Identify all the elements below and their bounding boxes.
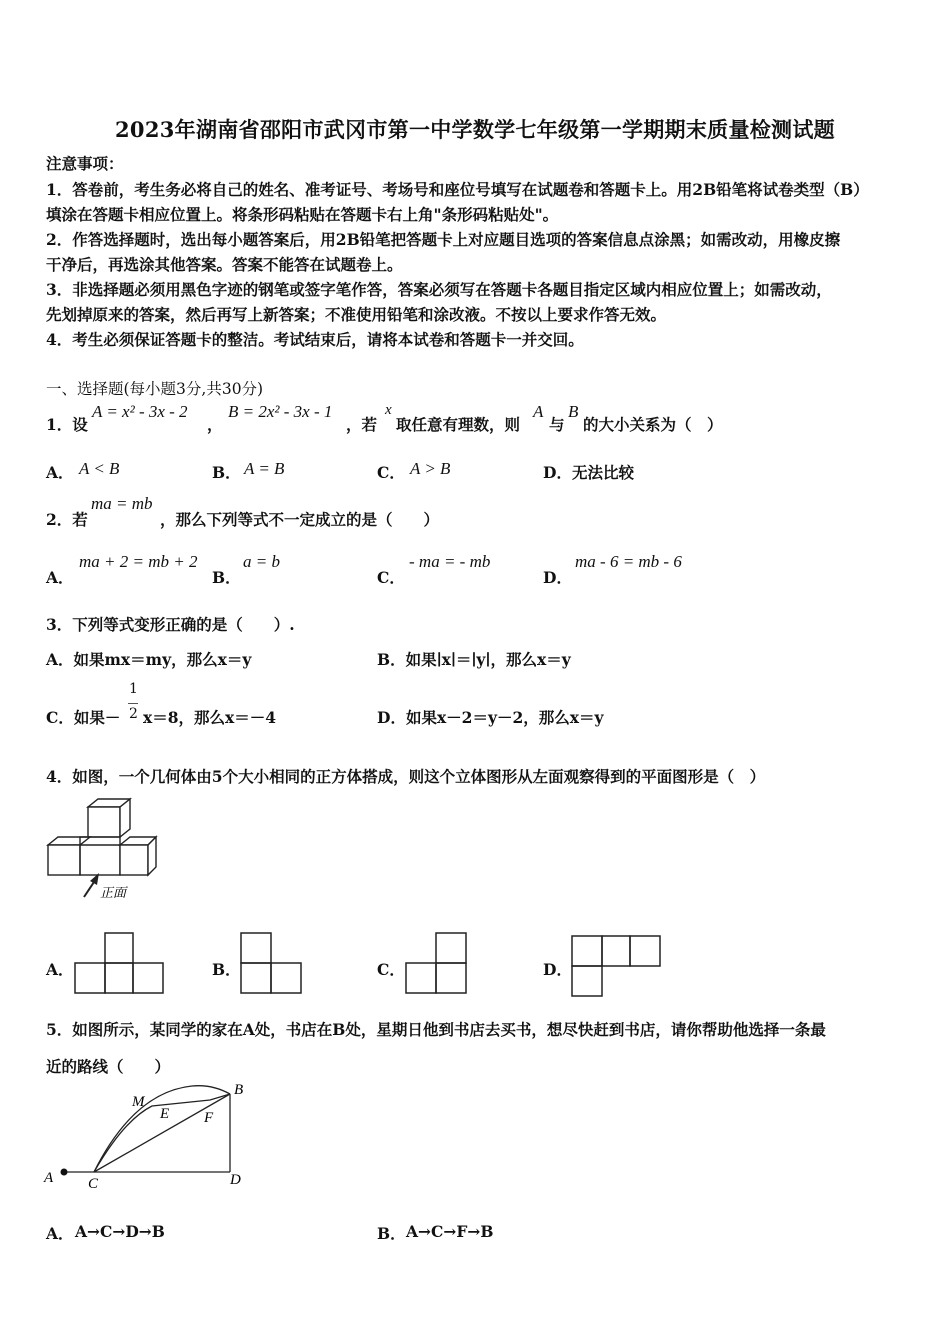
q1-var-x: x (385, 402, 392, 418)
q1-option-b: A = B (244, 459, 285, 478)
q1-comma: ， (207, 415, 223, 434)
q2-prefix: 2．若 (46, 510, 88, 529)
notice-line: 先划掉原来的答案，然后再写上新答案；不准使用铅笔和涂改液。不按以上要求作答无效。 (46, 305, 667, 324)
q1-option-d-label: D． (543, 463, 572, 482)
q3-fraction-numerator: 1 (129, 681, 138, 697)
notice-line: 4．考生必须保证答题卡的整洁。考试结束后，请将本试卷和答题卡一并交回。 (46, 330, 584, 349)
notice-line: 1．答卷前，考生务必将自己的姓名、准考证号、考场号和座位号填写在试题卷和答题卡上。用2B铅笔将试卷类型（B） (46, 180, 869, 199)
q3-option-d: D．如果x－2＝y－2，那么x＝y (377, 708, 604, 727)
q4-option-a-figure (74, 932, 166, 996)
q3-fraction-denominator: 2 (129, 706, 138, 722)
q5-option-a: A→C→D→B (75, 1222, 165, 1241)
q5-option-b: A→C→F→B (406, 1222, 494, 1241)
q3-option-c-suffix: x＝8，那么x＝－4 (143, 708, 277, 727)
q1-option-d: 无法比较 (572, 463, 635, 482)
notice-line: 3．非选择题必须用黑色字迹的钢笔或签字笔作答，答案必须写在答题卡各题目指定区域内相应位置上；如需改动， (46, 280, 832, 299)
q2-option-c-label: C． (377, 568, 405, 587)
q1-var-a: A (533, 402, 544, 421)
q1-text: ，若 (346, 415, 378, 434)
q4-option-a-label: A． (46, 960, 74, 979)
q4-option-d-figure (571, 935, 663, 999)
q5-stem: 5．如图所示，某同学的家在A处，书店在B处，星期日他到书店去买书，想尽快赶到书店，请你帮助他选择一条最 (46, 1020, 826, 1039)
q1-expr-b: B = 2x² - 3x - 1 (228, 402, 333, 421)
point-m-label: M (132, 1094, 145, 1110)
q5-option-b-label: B． (377, 1224, 406, 1243)
section-heading: 一、选择题(每小题3分,共30分) (46, 380, 264, 398)
q3-option-c-prefix: C．如果－ (46, 708, 121, 727)
point-b-label: B (234, 1082, 244, 1098)
point-f-label: F (204, 1110, 214, 1126)
notice-line: 干净后，再选涂其他答案。答案不能答在试题卷上。 (46, 255, 403, 274)
q4-option-d-label: D． (543, 960, 572, 979)
q1-option-c: A > B (410, 459, 451, 478)
q2-option-d-label: D． (543, 568, 572, 587)
page-title: 2023年湖南省邵阳市武冈市第一中学数学七年级第一学期期末质量检测试题 (115, 117, 835, 142)
q2-option-b: a = b (243, 552, 280, 571)
front-label: 正面 (100, 885, 127, 900)
q3-option-b: B．如果∣x∣＝∣y∣，那么x＝y (377, 650, 571, 669)
q4-option-c-label: C． (377, 960, 405, 979)
fraction-bar (128, 703, 138, 704)
notice-heading: 注意事项： (46, 154, 124, 173)
q1-option-a: A < B (79, 459, 120, 478)
q4-stem: 4．如图，一个几何体由5个大小相同的正方体搭成，则这个立体图形从左面观察得到的平面图形是（ ） (46, 767, 766, 786)
q3-stem: 3．下列等式变形正确的是（ ）. (46, 615, 295, 634)
q2-option-a-label: A． (46, 568, 74, 587)
q4-option-b-figure (240, 932, 304, 996)
q2-option-a: ma + 2 = mb + 2 (79, 552, 198, 571)
q4-cube-figure (44, 797, 164, 903)
q1-option-a-label: A． (46, 463, 74, 482)
point-d-label: D (230, 1172, 241, 1188)
point-e-label: E (160, 1106, 170, 1122)
q2-option-c: - ma = - mb (409, 552, 491, 571)
q1-option-c-label: C． (377, 463, 405, 482)
q5-stem-cont: 近的路线（ ） (46, 1057, 171, 1076)
q3-option-a: A．如果mx＝my，那么x＝y (46, 650, 252, 669)
q1-expr-a: A = x² - 3x - 2 (92, 402, 188, 421)
q4-option-b-label: B． (212, 960, 241, 979)
q1-text: 取任意有理数，则 (396, 415, 521, 434)
q1-prefix: 1．设 (46, 415, 88, 434)
q1-option-b-label: B． (212, 463, 241, 482)
notice-line: 2．作答选择题时，选出每小题答案后，用2B铅笔把答题卡上对应题目选项的答案信息点涂黑；如需改动，用橡皮擦 (46, 230, 841, 249)
q1-var-b: B (568, 402, 579, 421)
q2-suffix: ，那么下列等式不一定成立的是（ ） (160, 510, 440, 529)
q1-text: 的大小关系为（ ） (583, 415, 723, 434)
point-c-label: C (88, 1176, 99, 1191)
q4-option-c-figure (405, 932, 469, 996)
q2-option-d: ma - 6 = mb - 6 (575, 552, 682, 571)
q5-option-a-label: A． (46, 1224, 74, 1243)
notice-line: 填涂在答题卡相应位置上。将条形码粘贴在答题卡右上角"条形码粘贴处"。 (46, 205, 559, 224)
point-a-label: A (44, 1170, 54, 1186)
q1-text: 与 (549, 415, 565, 434)
q2-option-b-label: B． (212, 568, 241, 587)
q2-expr: ma = mb (91, 494, 153, 513)
q5-route-figure (42, 1076, 257, 1191)
